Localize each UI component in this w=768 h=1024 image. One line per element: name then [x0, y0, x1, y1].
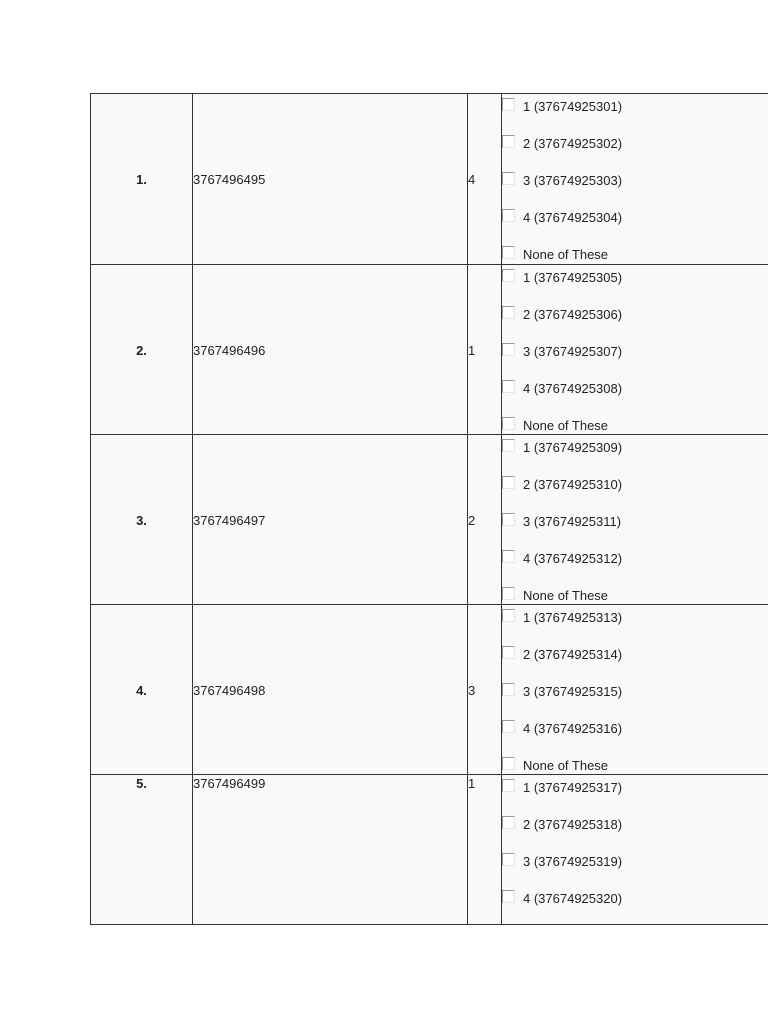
table-row: [91, 775, 768, 925]
row-number: 3.: [136, 513, 147, 528]
item-quantity: 4: [468, 172, 476, 187]
option-label: 4 (37674925312): [523, 551, 623, 566]
option-checkbox[interactable]: [502, 209, 515, 222]
row-number: 4.: [136, 683, 147, 698]
option-label: 2 (37674925302): [523, 136, 623, 151]
item-quantity: 1: [468, 776, 476, 791]
option-checkbox[interactable]: [502, 135, 515, 148]
row-number: 1.: [136, 172, 147, 187]
option-label: 4 (37674925308): [523, 381, 623, 396]
option-checkbox[interactable]: [502, 246, 515, 259]
option-label: None of These: [523, 247, 609, 262]
option-label: 2 (37674925310): [523, 477, 623, 492]
option-label: 3 (37674925303): [523, 173, 623, 188]
option-checkbox[interactable]: [502, 646, 515, 659]
table-row: [91, 435, 768, 605]
option-label: None of These: [523, 588, 609, 603]
option-label: 2 (37674925314): [523, 647, 623, 662]
option-checkbox[interactable]: [502, 757, 515, 770]
option-checkbox[interactable]: [502, 720, 515, 733]
option-label: 2 (37674925318): [523, 817, 623, 832]
option-checkbox[interactable]: [502, 683, 515, 696]
option-label: 1 (37674925309): [523, 440, 623, 455]
option-label: 1 (37674925317): [523, 780, 623, 795]
item-id: 3767496498: [193, 683, 266, 698]
item-id: 3767496499: [193, 776, 266, 791]
item-id: 3767496496: [193, 343, 266, 358]
item-quantity: 1: [468, 343, 476, 358]
option-checkbox[interactable]: [502, 513, 515, 526]
option-checkbox[interactable]: [502, 98, 515, 111]
row-number: 2.: [136, 343, 147, 358]
item-id: 3767496497: [193, 513, 266, 528]
column-divider: [467, 775, 468, 924]
option-checkbox[interactable]: [502, 476, 515, 489]
option-checkbox[interactable]: [502, 890, 515, 903]
option-label: 3 (37674925315): [523, 684, 623, 699]
option-label: 4 (37674925316): [523, 721, 623, 736]
column-divider: [192, 775, 193, 924]
item-quantity: 3: [468, 683, 476, 698]
option-checkbox[interactable]: [502, 550, 515, 563]
table-row: [91, 265, 768, 435]
option-checkbox[interactable]: [502, 779, 515, 792]
option-label: 3 (37674925307): [523, 344, 623, 359]
option-checkbox[interactable]: [502, 816, 515, 829]
options-table: [90, 93, 768, 925]
item-quantity: 2: [468, 513, 476, 528]
option-checkbox[interactable]: [502, 380, 515, 393]
option-checkbox[interactable]: [502, 439, 515, 452]
option-checkbox[interactable]: [502, 306, 515, 319]
option-checkbox[interactable]: [502, 343, 515, 356]
option-checkbox[interactable]: [502, 269, 515, 282]
option-checkbox[interactable]: [502, 417, 515, 430]
option-label: 1 (37674925305): [523, 270, 623, 285]
option-label: 1 (37674925301): [523, 99, 623, 114]
option-label: 3 (37674925319): [523, 854, 623, 869]
option-label: 4 (37674925320): [523, 891, 623, 906]
option-checkbox[interactable]: [502, 853, 515, 866]
option-label: 2 (37674925306): [523, 307, 623, 322]
table-row: [91, 605, 768, 775]
option-checkbox[interactable]: [502, 609, 515, 622]
option-checkbox[interactable]: [502, 587, 515, 600]
table-row: [91, 94, 768, 265]
option-label: 4 (37674925304): [523, 210, 623, 225]
row-number: 5.: [136, 776, 147, 791]
option-label: None of These: [523, 758, 609, 773]
option-checkbox[interactable]: [502, 172, 515, 185]
item-id: 3767496495: [193, 172, 266, 187]
option-label: None of These: [523, 418, 609, 433]
option-label: 3 (37674925311): [523, 514, 622, 529]
option-label: 1 (37674925313): [523, 610, 623, 625]
